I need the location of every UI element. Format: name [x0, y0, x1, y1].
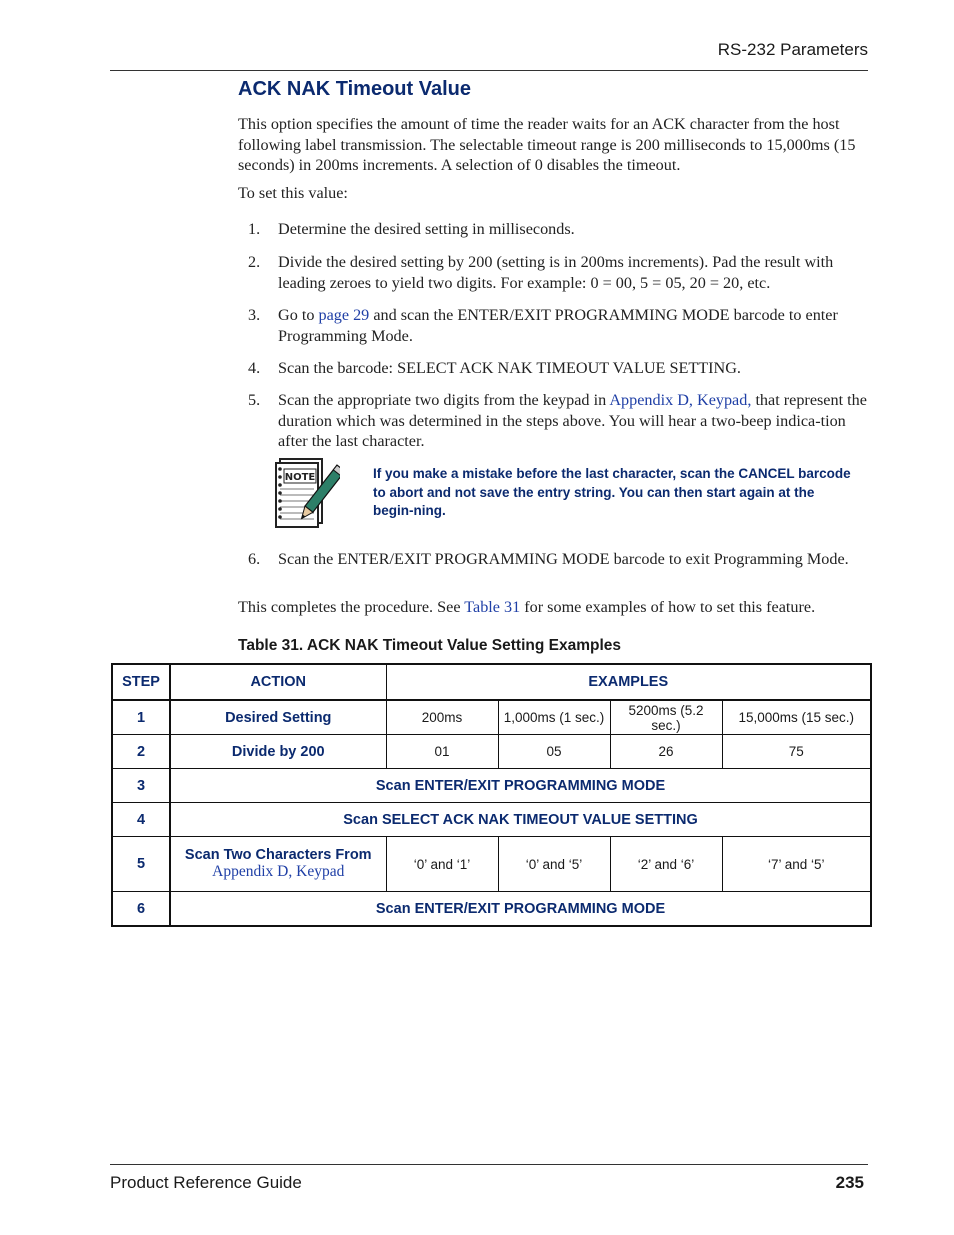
example-cell: 5200ms (5.2 sec.) — [610, 700, 722, 735]
action-cell: Divide by 200 — [170, 735, 386, 769]
action-cell: Desired Setting — [170, 700, 386, 735]
example-cell: ‘2’ and ‘6’ — [610, 837, 722, 892]
action-text: Scan Two Characters From — [184, 847, 372, 863]
note-text: If you make a mistake before the last character, scan the CANCEL barcode to abort and not save the entry string. You can then start again at the begin-ning. — [373, 466, 851, 518]
merged-action-cell: Scan ENTER/EXIT PROGRAMMING MODE — [170, 892, 871, 927]
step-cell: 1 — [112, 700, 170, 735]
step-number: 6. — [248, 550, 261, 568]
header-step: STEP — [112, 664, 170, 700]
table-row — [112, 700, 871, 735]
example-cell: ‘7’ and ‘5’ — [722, 837, 871, 892]
example-cell: ‘0’ and ‘5’ — [498, 837, 610, 892]
section-heading: ACK NAK Timeout Value — [238, 78, 471, 100]
example-cell: 15,000ms (15 sec.) — [722, 700, 871, 735]
step-text-post: and scan the ENTER/EXIT PROGRAMMING MODE barcode to enter Programming Mode. — [278, 306, 838, 345]
step-text-post: that represent the duration which was determined in the steps above. You will hear a two-beep indica-tion after the last character. — [278, 391, 867, 450]
table-row — [112, 837, 871, 892]
step-cell: 6 — [112, 892, 170, 927]
step-text-pre: Scan the appropriate two digits from the keypad in — [278, 391, 610, 409]
table-caption: Table 31. ACK NAK Timeout Value Setting Examples — [238, 637, 622, 654]
appendix-d-keypad-link[interactable]: Appendix D, Keypad, — [609, 391, 752, 409]
step-text: Scan the ENTER/EXIT PROGRAMMING MODE barcode to exit Programming Mode. — [278, 550, 849, 568]
completion-paragraph — [238, 597, 868, 618]
footer-title: Product Reference Guide — [110, 1173, 302, 1192]
header-action: ACTION — [170, 664, 386, 700]
step-number: 1. — [248, 220, 261, 238]
step-number: 2. — [248, 253, 261, 271]
step-cell: 4 — [112, 803, 170, 837]
table-header-row — [112, 664, 871, 700]
intro-paragraph: This option specifies the amount of time the reader waits for an ACK character from the host following label transmission. The selectable timeout range is 200 milliseconds to 15,000ms (15 seconds) in 200ms increments. A selection of 0 disables the timeout. — [238, 115, 856, 174]
note-icon — [274, 455, 340, 529]
example-cell: ‘0’ and ‘1’ — [386, 837, 498, 892]
to-set-paragraph: To set this value: — [238, 184, 348, 202]
table-row — [112, 735, 871, 769]
page-footer — [110, 1164, 868, 1205]
step-text: Scan the barcode: SELECT ACK NAK TIMEOUT VALUE SETTING. — [278, 359, 741, 377]
example-cell: 75 — [722, 735, 871, 769]
header-title: RS-232 Parameters — [717, 40, 868, 59]
table-row — [112, 892, 871, 927]
example-cell: 01 — [386, 735, 498, 769]
step-text: Divide the desired setting by 200 (setting is in 200ms increments). Pad the result with leading zeroes to yield two digits. For example: 0 = 00, 5 = 05, 20 = 20, etc. — [278, 253, 834, 292]
table-31-link[interactable]: Table 31 — [464, 598, 521, 616]
example-cell: 1,000ms (1 sec.) — [498, 700, 610, 735]
step-number: 5. — [248, 391, 261, 409]
step-text — [278, 390, 868, 452]
header-examples: EXAMPLES — [386, 664, 871, 700]
step-cell: 3 — [112, 769, 170, 803]
step-number: 4. — [248, 359, 261, 377]
completion-pre: This completes the procedure. See — [238, 598, 465, 616]
step-number: 3. — [248, 306, 261, 324]
examples-table — [111, 663, 872, 927]
page-number: 235 — [835, 1173, 864, 1192]
step-text: Determine the desired setting in milliseconds. — [278, 220, 575, 238]
page-header — [110, 38, 868, 71]
step-text-pre: Go to — [278, 306, 319, 324]
table-row — [112, 803, 871, 837]
step-cell: 2 — [112, 735, 170, 769]
step-cell: 5 — [112, 837, 170, 892]
table-row — [112, 769, 871, 803]
action-cell — [170, 837, 386, 892]
example-cell: 26 — [610, 735, 722, 769]
step-text — [278, 305, 868, 346]
example-cell: 05 — [498, 735, 610, 769]
page-29-link[interactable]: page 29 — [318, 306, 370, 324]
note-icon-label: NOTE — [284, 472, 316, 483]
merged-action-cell: Scan SELECT ACK NAK TIMEOUT VALUE SETTING — [170, 803, 871, 837]
merged-action-cell: Scan ENTER/EXIT PROGRAMMING MODE — [170, 769, 871, 803]
appendix-d-keypad-table-link[interactable]: Appendix D, Keypad — [212, 863, 345, 880]
example-cell: 200ms — [386, 700, 498, 735]
completion-post: for some examples of how to set this feature. — [520, 598, 816, 616]
